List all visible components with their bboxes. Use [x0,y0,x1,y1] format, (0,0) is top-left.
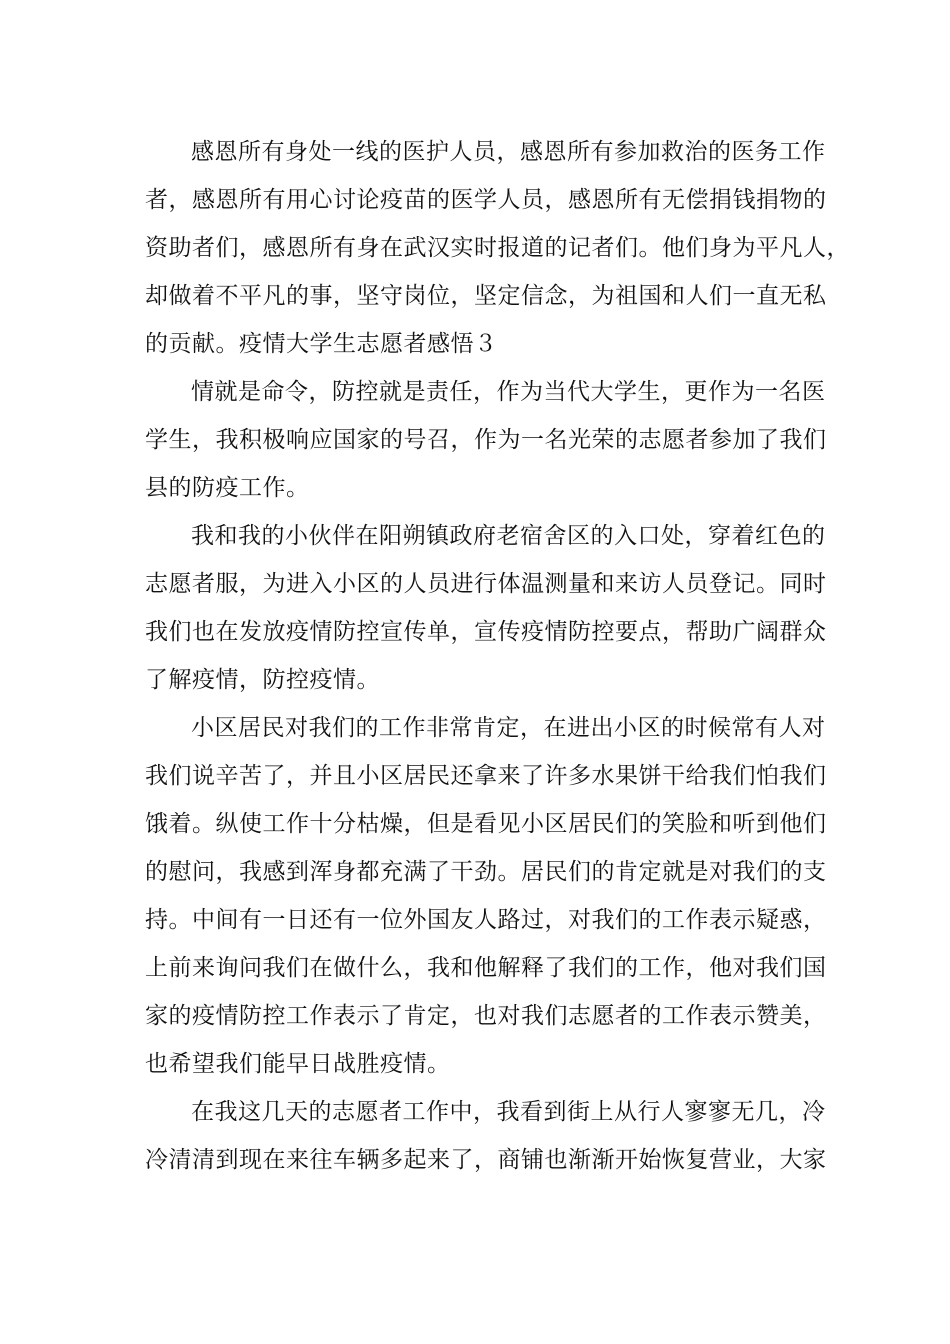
text-line: 我们说辛苦了，并且小区居民还拿来了许多水果饼干给我们怕我们 [145,763,827,789]
paragraph-checkpoint [145,512,825,704]
text-line: 我们也在发放疫情防控宣传单，宣传疫情防控要点，帮助广阔群众 [145,619,827,645]
document-body [145,128,850,1184]
text-line: 感恩所有身处一线的医护人员，感恩所有参加救治的医务工作 [191,139,826,165]
text-line: 者，感恩所有用心讨论疫苗的医学人员，感恩所有无偿捐钱捐物的 [145,187,827,213]
text-line: 在我这几天的志愿者工作中，我看到街上从行人寥寥无几，冷 [191,1099,826,1125]
text-line: 志愿者服，为进入小区的人员进行体温测量和来访人员登记。同时 [145,571,827,597]
text-line: 上前来询问我们在做什么，我和他解释了我们的工作，他对我们国 [145,955,827,981]
paragraph-recovery [145,1088,825,1184]
text-line: 持。中间有一日还有一位外国友人路过，对我们的工作表示疑惑， [145,907,827,933]
text-line: 资助者们，感恩所有身在武汉实时报道的记者们。他们身为平凡人， [145,235,850,261]
text-line: 我和我的小伙伴在阳朔镇政府老宿舍区的入口处，穿着红色的 [191,523,826,549]
text-line: 县的防疫工作。 [145,475,310,501]
text-line: 的贡献。疫情大学生志愿者感悟３ [145,331,498,357]
text-line: 饿着。纵使工作十分枯燥，但是看见小区居民们的笑脸和听到他们 [145,811,827,837]
text-line: 冷清清到现在来往车辆多起来了，商铺也渐渐开始恢复营业，大家 [145,1147,827,1173]
text-line: 家的疫情防控工作表示了肯定，也对我们志愿者的工作表示赞美， [145,1003,827,1029]
text-line: 学生，我积极响应国家的号召，作为一名光荣的志愿者参加了我们 [145,427,827,453]
text-line: 的慰问，我感到浑身都充满了干劲。居民们的肯定就是对我们的支 [145,859,827,885]
paragraph-residents [145,704,825,1088]
text-line: 也希望我们能早日战胜疫情。 [145,1051,451,1077]
text-line: 小区居民对我们的工作非常肯定，在进出小区的时候常有人对 [191,715,826,741]
paragraph-duty [145,368,825,512]
text-line: 情就是命令，防控就是责任，作为当代大学生，更作为一名医 [191,379,826,405]
paragraph-gratitude [145,128,850,368]
text-line: 了解疫情，防控疫情。 [145,667,380,693]
text-line: 却做着不平凡的事，坚守岗位，坚定信念，为祖国和人们一直无私 [145,283,827,309]
